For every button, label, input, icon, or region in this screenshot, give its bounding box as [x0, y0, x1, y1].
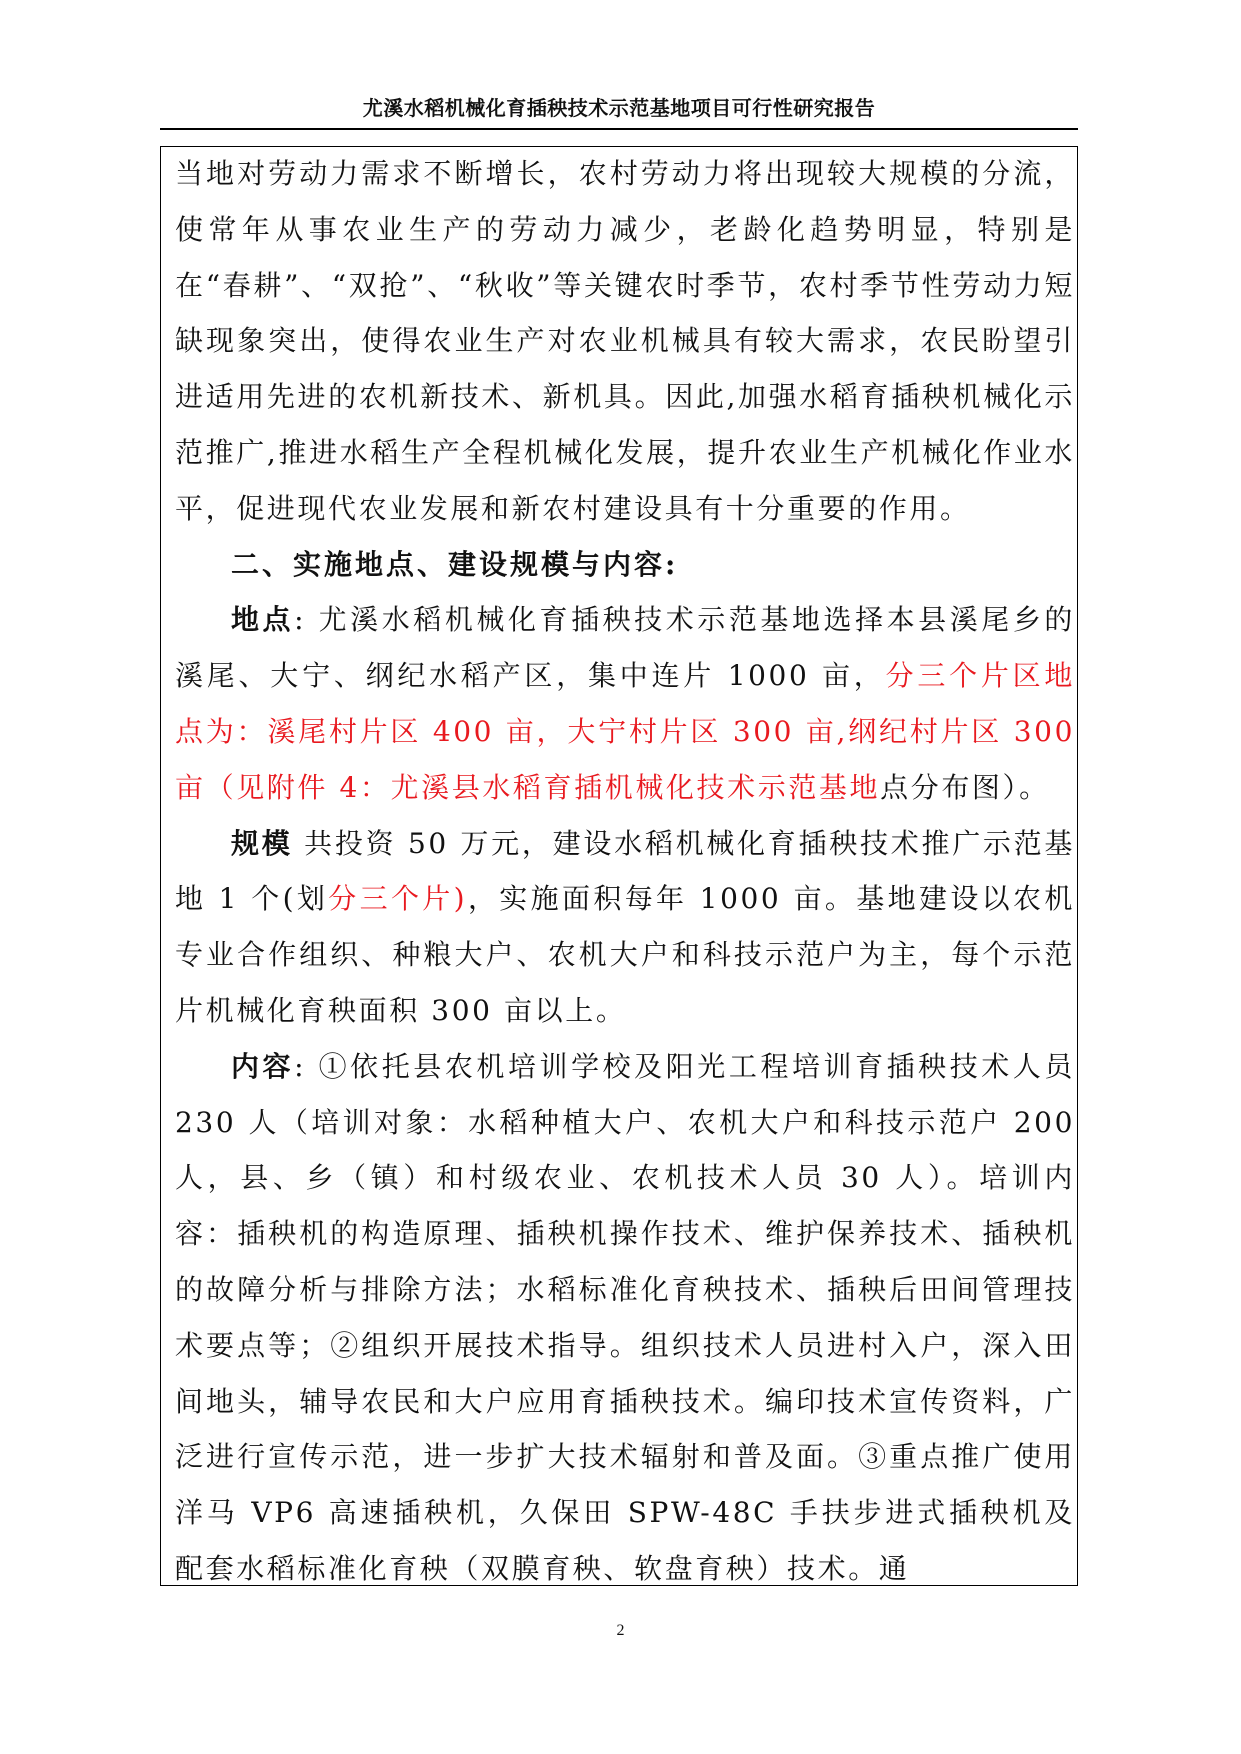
- scale-text-end: ，实施面积每年 1000 亩。基地建设以农机专业合作组织、种粮大户、农机大户和科技示范户为主，每个示范片机械化育秧面积 300 亩以上。: [175, 882, 1075, 1027]
- content-text: ①依托县农机培训学校及阳光工程培训育插秧技术人员 230 人（培训对象：水稻种植大户、农机大户和科技示范户 200 人，县、乡（镇）和村级农业、农机技术人员 30 人）。培训内容：插秧机的构造原理、插秧机操作技术、维护保养技术、插秧机的故障分析与排除方法；水稻标准化育秧技术、插秧后田间管理技术要点等；②组织开展技术指导。组织技术人员进村入户，深入田间地头，辅导农民和大户应用育插秧技术。编印技术宣传资料，广泛进行宣传示范，进一步扩大技术辐射和普及面。③重点推广使用洋马 VP6 高速插秧机，久保田 SPW-48C 手扶步进式插秧机及配套水稻标准化育秧（双膜育秧、软盘育秧）技术。通: [175, 1049, 1076, 1585]
- page-number: 2: [616, 1622, 625, 1639]
- content-label: 内容: [231, 1049, 295, 1083]
- location-label: 地点: [231, 603, 295, 637]
- content-paragraph: [175, 1039, 1075, 1597]
- location-text-end: 点分布图）。: [880, 770, 1050, 804]
- scale-highlight: 分三个片): [328, 882, 468, 916]
- location-highlight: 分三个片区地点为：溪尾村片区 400 亩，大宁村片区 300 亩,纲纪村片区 300 亩（见附件 4：尤溪县水稻育插机械化技术示范基地: [175, 659, 1075, 804]
- location-separator: :: [294, 603, 319, 637]
- report-header-title: 尤溪水稻机械化育插秧技术示范基地项目可行性研究报告: [160, 88, 1078, 130]
- scale-paragraph: [175, 816, 1075, 1039]
- report-body: [175, 146, 1075, 1597]
- section-heading: 二、实施地点、建设规模与内容:: [231, 547, 679, 581]
- content-separator: :: [294, 1049, 319, 1083]
- location-paragraph: [175, 592, 1075, 815]
- intro-paragraph: 当地对劳动力需求不断增长，农村劳动力将出现较大规模的分流，使常年从事农业生产的劳动力减少，老龄化趋势明显，特别是在“春耕”、“双抢”、“秋收”等关键农时季节，农村季节性劳动力短缺现象突出，使得农业生产对农业机械具有较大需求，农民盼望引进适用先进的农机新技术、新机具。因此,加强水稻育插秧机械化示范推广,推进水稻生产全程机械化发展，提升农业生产机械化作业水平，促进现代农业发展和新农村建设具有十分重要的作用。: [175, 157, 1075, 525]
- scale-text: 共投资 50 万元，建设水稻机械化育插秧技术推广示范基地 1 个(划: [175, 826, 1076, 916]
- scale-label: 规模: [231, 826, 293, 860]
- location-text: 尤溪水稻机械化育插秧技术示范基地选择本县溪尾乡的溪尾、大宁、纲纪水稻产区，集中连片 1000 亩，: [175, 603, 1076, 693]
